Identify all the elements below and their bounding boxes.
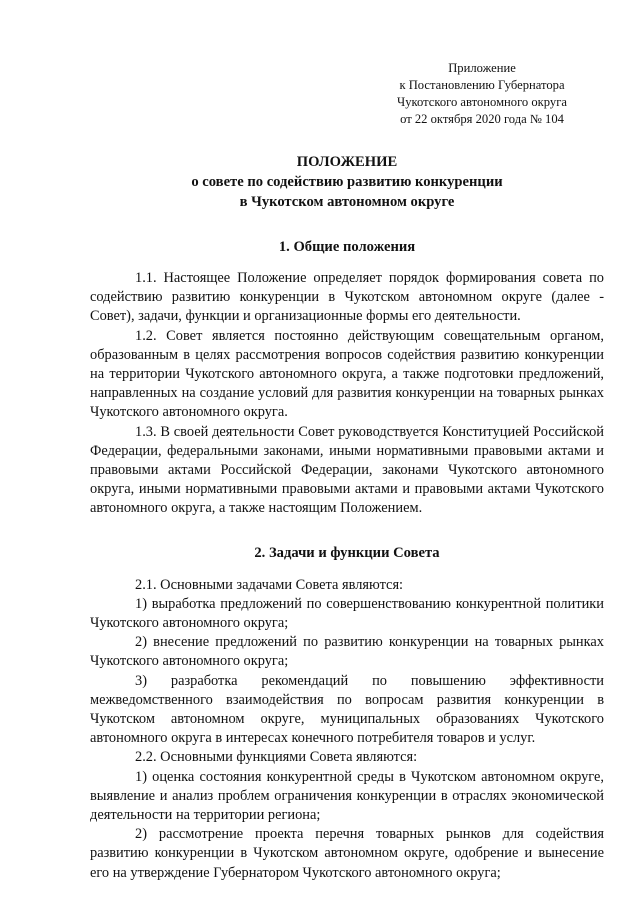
paragraph: 2.2. Основными функциями Совета являются: [135, 749, 418, 766]
appendix-block [372, 60, 592, 128]
appendix-line: Приложение [448, 61, 516, 75]
document-title [90, 152, 604, 212]
title-line: в Чукотском автономном округе [239, 194, 455, 210]
title-line: о совете по содействию развитию конкуренции [191, 174, 503, 190]
paragraph: 1.1. Настоящее Положение определяет порядок формирования совета по содействию развитию конкуренции в Чукотском автономном округе (далее - Совет), задачи, функции и организационные формы его деятельности. [90, 270, 604, 325]
list-item: 2) внесение предложений по развитию конкуренции на товарных рынках Чукотского автономного округа; [90, 634, 604, 670]
section-heading: 2. Задачи и функции Совета [254, 544, 440, 561]
list-item: 3) разработка рекомендаций по повышению эффективности межведомственного взаимодействия по вопросам развития конкуренции в Чукотском автономном округе, муниципальных образованиях Чукотского автономного округа в интересах конечного потребителя товаров и услуг. [90, 672, 604, 747]
title-line: ПОЛОЖЕНИЕ [296, 154, 398, 170]
section-heading: 1. Общие положения [278, 239, 416, 255]
list-item: 2) рассмотрение проекта перечня товарных рынков для содействия развитию конкуренции в Чукотском автономном округе, одобрение и вынесение его на утверждение Губернатором Чукотского автономного округа; [90, 826, 604, 881]
paragraph: 1.3. В своей деятельности Совет руководствуется Конституцией Российской Федерации, федеральными законами, иными нормативными правовыми актами и правовыми актами Российской Федерации, законами Чукотского автономного округа, иными нормативными правовыми актами и правовыми актами Чукотского автономного округа, а также настоящим Положением. [90, 423, 604, 517]
list-item: 1) выработка предложений по совершенствованию конкурентной политики Чукотского автономного округа; [90, 595, 604, 632]
list-item: 1) оценка состояния конкурентной среды в Чукотском автономном округе, выявление и анализ проблем ограничения конкуренции в отраслях экономической деятельности на территории региона; [90, 768, 604, 824]
paragraph: 2.1. Основными задачами Совета являются: [135, 576, 404, 593]
appendix-line: к Постановлению Губернатора [399, 78, 565, 92]
appendix-line: от 22 октября 2020 года № 104 [400, 112, 564, 126]
appendix-line: Чукотского автономного округа [397, 95, 567, 109]
paragraph: 1.2. Совет является постоянно действующим совещательным органом, образованным в целях рассмотрения вопросов содействия развитию конкуренции на территории Чукотского автономного округа, а также подготовки предложений, направленных на создание условий для развития конкуренции на товарных рынках Чукотского автономного округа. [90, 327, 604, 421]
